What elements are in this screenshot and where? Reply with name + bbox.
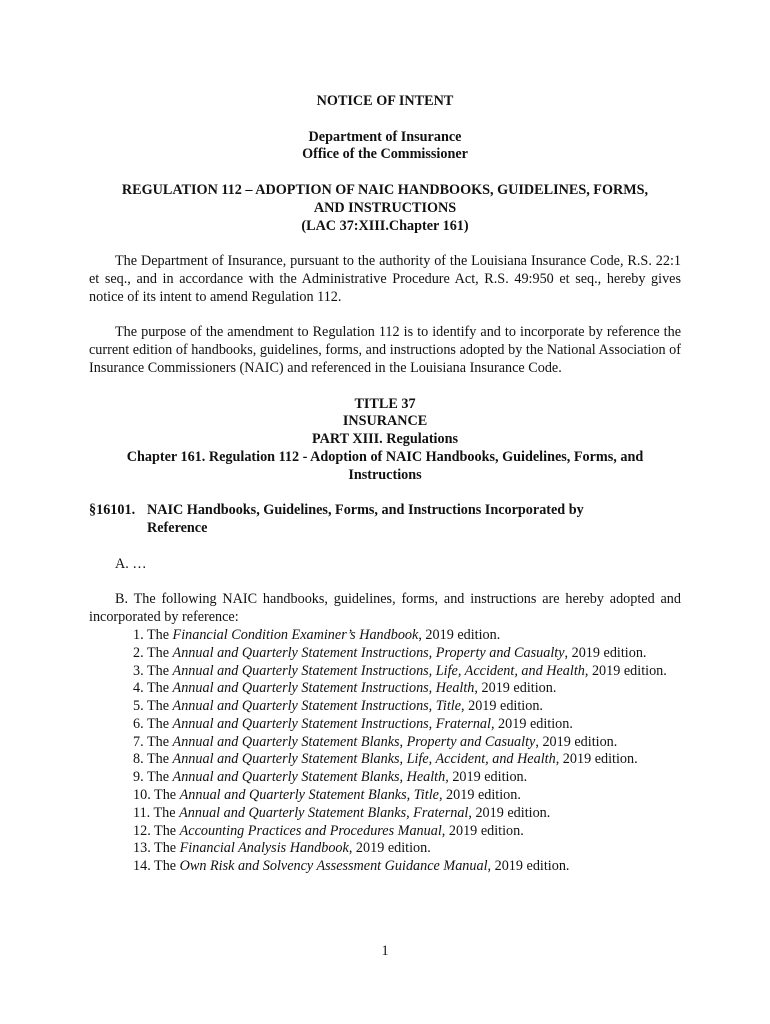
list-item-edition: , 2019 edition.: [445, 769, 528, 786]
purpose-paragraph: The purpose of the amendment to Regulation 112 is to identify and to incorporate by reference the current edition of handbooks, guidelines, forms, and instructions adopted by the National Association of Insurance Commissioners (NAIC) and referenced in the Louisiana Insurance Code.: [89, 324, 681, 376]
list-item: [89, 734, 681, 752]
list-item-prefix: The: [146, 662, 173, 679]
list-item-prefix: The: [146, 644, 173, 661]
list-item-prefix: The: [154, 822, 180, 839]
list-item-title: Annual and Quarterly Statement Blanks, Property and Casualty: [172, 733, 536, 750]
list-item-title: Annual and Quarterly Statement Instructions, Property and Casualty: [172, 644, 565, 661]
list-item-prefix: The: [146, 769, 173, 786]
notice-title: NOTICE OF INTENT: [316, 93, 454, 109]
list-item-prefix: The: [146, 698, 173, 715]
section-heading: [89, 502, 681, 538]
intro-paragraph: The Department of Insurance, pursuant to the authority of the Louisiana Insurance Code, R.S. 22:1 et seq., and in accordance with the Administrative Procedure Act, R.S. 49:950 et seq., hereby gives notice of its intent to amend Regulation 112.: [89, 253, 681, 305]
list-item-prefix: The: [146, 733, 173, 750]
subsection-b: B. The following NAIC handbooks, guidelines, forms, and instructions are hereby adopted and incorporated by reference:: [89, 591, 681, 626]
list-item-title: Annual and Quarterly Statement Instructions, Health: [172, 680, 475, 697]
list-item-title: Accounting Practices and Procedures Manual: [179, 822, 442, 839]
department-name: Department of Insurance: [308, 128, 462, 145]
list-item-number: 11.: [133, 804, 151, 821]
list-item-number: 10.: [133, 787, 151, 804]
list-item: [89, 698, 681, 716]
list-item-title: Financial Analysis Handbook: [179, 840, 349, 857]
document-page: [89, 93, 681, 876]
list-item-edition: , 2019 edition.: [468, 804, 551, 821]
office-name: Office of the Commissioner: [302, 146, 468, 163]
chapter-heading-line2: Instructions: [348, 466, 422, 483]
list-item-title: Annual and Quarterly Statement Blanks, Health: [172, 769, 446, 786]
list-item-title: Annual and Quarterly Statement Blanks, Fraternal: [179, 804, 469, 821]
list-item-title: Financial Condition Examiner’s Handbook: [172, 626, 419, 643]
list-item: [89, 680, 681, 698]
section-heading-line1: NAIC Handbooks, Guidelines, Forms, and Instructions Incorporated by: [147, 502, 584, 519]
list-item-edition: , 2019 edition.: [418, 626, 501, 643]
list-item-title: Annual and Quarterly Statement Blanks, Life, Accident, and Health: [172, 751, 556, 768]
list-item-title: Annual and Quarterly Statement Instructions, Life, Accident, and Health: [172, 662, 585, 679]
list-item-prefix: The: [146, 715, 173, 732]
list-item-number: 3.: [133, 662, 144, 679]
list-item-edition: , 2019 edition.: [564, 644, 647, 661]
list-item-number: 12.: [133, 822, 151, 839]
list-item-number: 14.: [133, 858, 151, 875]
list-item-title: Annual and Quarterly Statement Instructions, Title: [172, 698, 462, 715]
subsection-a: A. …: [115, 555, 147, 572]
list-item-title: Annual and Quarterly Statement Blanks, Title: [179, 787, 439, 804]
list-item-edition: , 2019 edition.: [555, 751, 638, 768]
list-item: [89, 805, 681, 823]
list-item: [89, 840, 681, 858]
list-item-prefix: The: [153, 804, 180, 821]
list-item-edition: , 2019 edition.: [535, 733, 618, 750]
regulation-title-line1: REGULATION 112 – ADOPTION OF NAIC HANDBOOKS, GUIDELINES, FORMS,: [121, 181, 649, 198]
section-number: §16101.: [89, 502, 136, 519]
list-item-title: Own Risk and Solvency Assessment Guidance Manual: [179, 858, 488, 875]
list-item: [89, 751, 681, 769]
list-item-prefix: The: [154, 787, 180, 804]
list-item-edition: , 2019 edition.: [441, 822, 524, 839]
list-item-number: 6.: [133, 715, 144, 732]
list-item-number: 13.: [133, 840, 151, 857]
list-item-number: 7.: [133, 733, 144, 750]
list-item-number: 2.: [133, 644, 144, 661]
title-number: TITLE 37: [354, 395, 416, 412]
regulation-citation: (LAC 37:XIII.Chapter 161): [301, 217, 469, 234]
list-item-edition: , 2019 edition.: [474, 680, 557, 697]
list-item: [89, 627, 681, 645]
list-item-number: 9.: [133, 769, 144, 786]
list-item: [89, 645, 681, 663]
section-heading-line2: Reference: [147, 520, 208, 537]
regulation-title-line2: AND INSTRUCTIONS: [313, 199, 457, 216]
list-item-prefix: The: [154, 840, 180, 857]
list-item-title: Annual and Quarterly Statement Instructions, Fraternal: [172, 715, 491, 732]
list-item-edition: , 2019 edition.: [461, 698, 543, 715]
list-item-number: 5.: [133, 698, 144, 715]
list-item-prefix: The: [154, 858, 180, 875]
page-number: 1: [381, 943, 389, 959]
list-item-edition: , 2019 edition.: [487, 858, 570, 875]
title-subject: INSURANCE: [342, 413, 428, 430]
incorporated-items-list: [89, 627, 681, 876]
list-item-edition: , 2019 edition.: [438, 787, 521, 804]
list-item-edition: , 2019 edition.: [348, 840, 431, 857]
list-item: [89, 787, 681, 805]
list-item: [89, 769, 681, 787]
list-item-number: 4.: [133, 680, 144, 697]
list-item: [89, 663, 681, 681]
list-item-number: 1.: [133, 626, 144, 643]
list-item-number: 8.: [133, 751, 144, 768]
list-item: [89, 823, 681, 841]
list-item: [89, 858, 681, 876]
chapter-heading-line1: Chapter 161. Regulation 112 - Adoption of NAIC Handbooks, Guidelines, Forms, and: [126, 448, 644, 465]
list-item: [89, 716, 681, 734]
part-heading: PART XIII. Regulations: [312, 431, 458, 448]
list-item-prefix: The: [146, 680, 173, 697]
list-item-prefix: The: [146, 626, 173, 643]
list-item-edition: , 2019 edition.: [490, 715, 573, 732]
list-item-prefix: The: [146, 751, 173, 768]
list-item-edition: , 2019 edition.: [584, 662, 667, 679]
